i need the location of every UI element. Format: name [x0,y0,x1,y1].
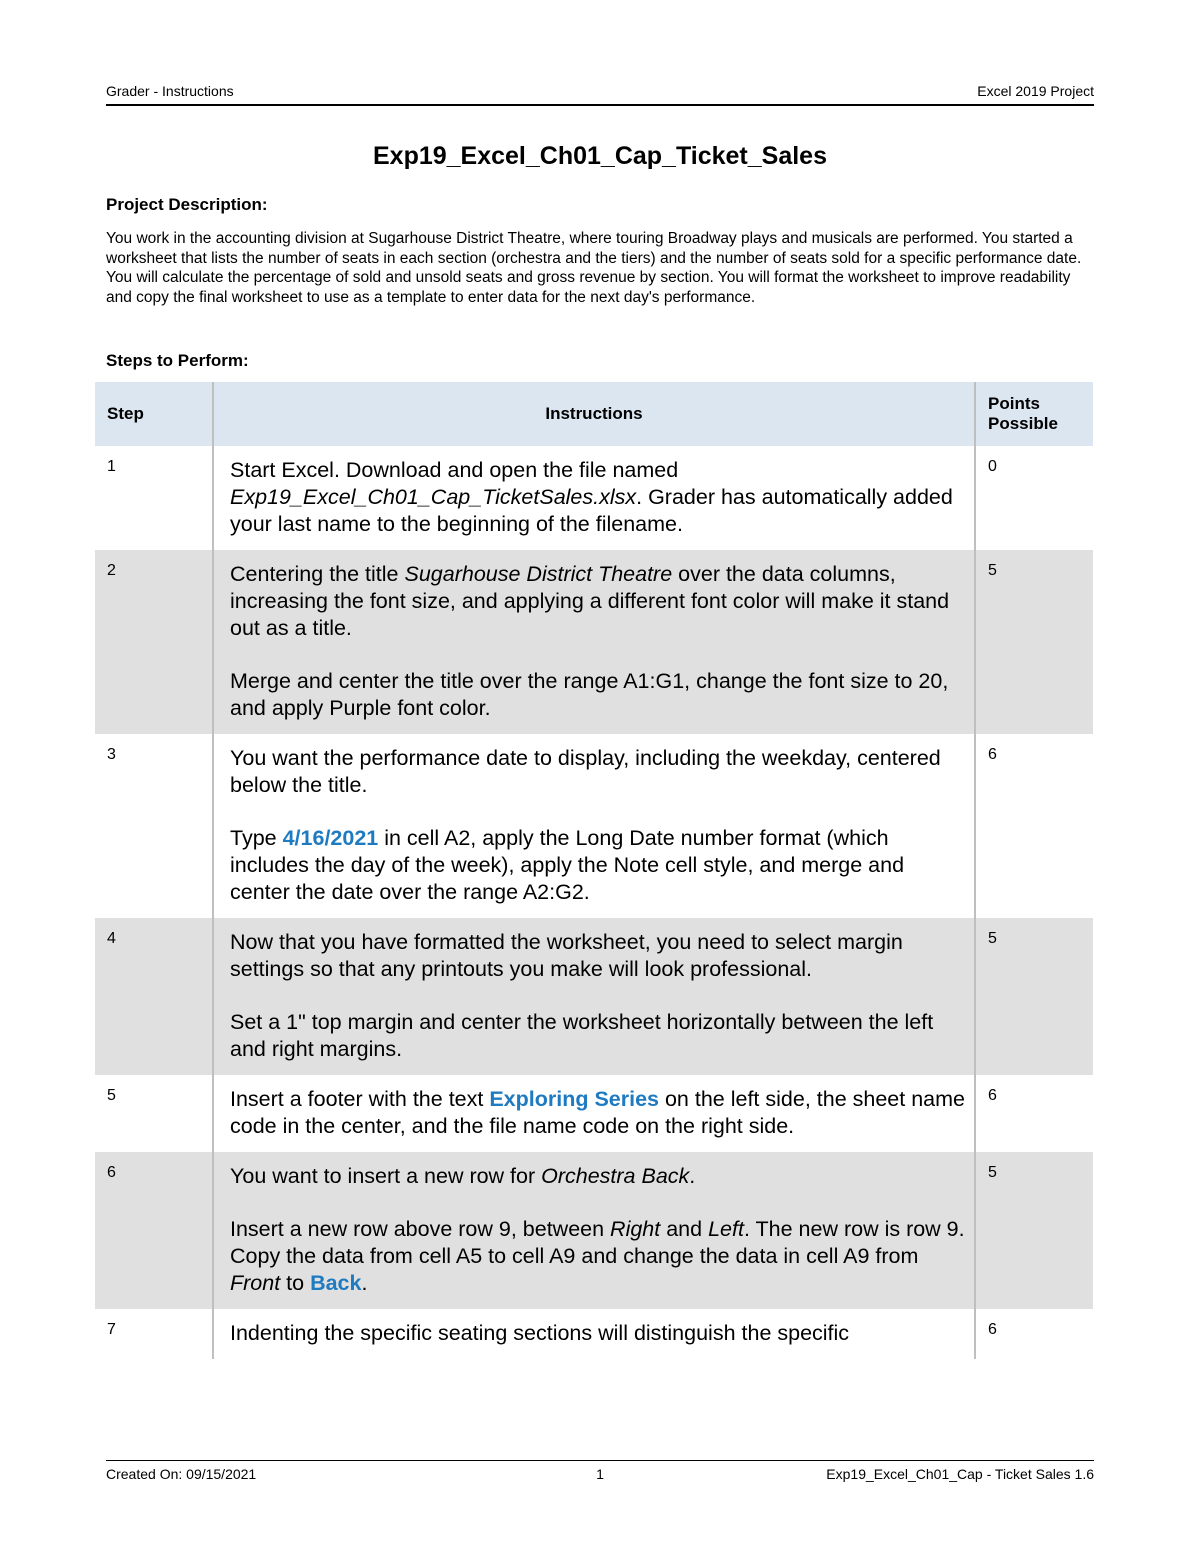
instruction-text: to [280,1271,311,1295]
instruction-text: . The new row is row 9. Copy the data from cell A5 to cell A9 and change the data in cell A9 from [230,1217,965,1268]
table-row [95,734,1093,918]
step-number: 3 [107,746,116,763]
table-row [95,1075,1093,1152]
instruction-text: Type [230,826,283,850]
instruction-text: in cell A2, apply the Long Date number format (which includes the day of the week), apply the Note cell style, and merge and center the date over the range A2:G2. [230,826,905,904]
typed-value: Back [310,1271,362,1295]
step-number: 2 [95,550,213,734]
step-points: 6 [988,1321,997,1338]
step-points: 5 [975,1152,1093,1309]
step-points: 5 [975,918,1093,1075]
page-header [106,82,1094,106]
instruction-text: . Grader has automatically added your last name to the beginning of the filename. [230,485,953,536]
header-points-line1: Points [988,394,1040,413]
table-row [95,1309,1093,1359]
step-instructions [213,1152,975,1309]
header-step: Step [95,382,213,446]
header-points-possible [975,382,1093,446]
instruction-text: on the left side, the sheet name code in the center, and the file name code on the right side. [230,1087,965,1138]
instruction-emphasis: Right [610,1217,661,1241]
step-number: 7 [107,1321,116,1338]
instruction-text: Insert a new row above row 9, between [230,1217,611,1241]
instruction-emphasis: Orchestra Back [541,1164,690,1188]
project-description-text: You work in the accounting division at Sugarhouse District Theatre, where touring Broadway plays and musicals are performed. You started a worksheet that lists the number of seats in each section (orchestra and the tiers) and the number of seats sold for a specific performance date. You will calculate the percentage of sold and unsold seats and gross revenue by section. You will format the worksheet to improve readability and copy the final worksheet to use as a template to enter data for the next day's performance. [106,230,1082,307]
step-points: 5 [975,550,1093,734]
step-number: 5 [107,1087,116,1104]
step-instructions [213,1309,975,1359]
instruction-text: Now that you have formatted the worksheet, you need to select margin settings so that any printouts you make will look professional. [230,930,903,981]
step-number: 1 [107,458,116,475]
instruction-text: . [361,1271,368,1295]
table-row [95,918,1093,1075]
footer-created-on: Created On: 09/15/2021 [106,1466,257,1482]
step-points: 0 [988,458,997,475]
instruction-filename: Exp19_Excel_Ch01_Cap_TicketSales.xlsx [230,485,637,509]
instruction-text: Centering the title [230,562,405,586]
instruction-emphasis: Left [708,1217,744,1241]
step-instructions [213,446,975,550]
table-row [95,446,1093,550]
step-instructions [213,550,975,734]
table-row [95,550,1093,734]
step-points: 6 [988,746,997,763]
instruction-text: Indenting the specific seating sections will distinguish the specific [230,1321,850,1345]
instruction-emphasis: Front [230,1271,281,1295]
instruction-text: You want to insert a new row for [230,1164,542,1188]
step-instructions [213,734,975,918]
step-number: 6 [95,1152,213,1309]
project-description-label: Project Description: [106,195,268,214]
header-left-text: Grader - Instructions [106,83,234,99]
table-row [95,1152,1093,1309]
instruction-text: Merge and center the title over the range A1:G1, change the font size to 20, and apply Purple font color. [230,669,949,720]
footer-document-id: Exp19_Excel_Ch01_Cap - Ticket Sales 1.6 [826,1466,1094,1482]
step-points: 6 [988,1087,997,1104]
instruction-text: Start Excel. Download and open the file named [230,458,679,482]
typed-value: 4/16/2021 [282,826,379,850]
instruction-text: Set a 1" top margin and center the worksheet horizontally between the left and right margins. [230,1010,934,1061]
instruction-text: Insert a footer with the text [230,1087,490,1111]
step-number: 4 [95,918,213,1075]
steps-to-perform-label: Steps to Perform: [106,351,249,370]
steps-table [95,382,1093,1359]
header-points-line2: Possible [988,414,1058,433]
instruction-text: and [660,1217,709,1241]
step-instructions [213,918,975,1075]
header-instructions: Instructions [213,382,975,446]
page-footer [106,1460,1094,1489]
table-header-row [95,382,1093,446]
document-title: Exp19_Excel_Ch01_Cap_Ticket_Sales [372,142,827,170]
instruction-emphasis: Sugarhouse District Theatre [404,562,673,586]
instruction-text: over the data columns, increasing the font size, and applying a different font color will make it stand out as a title. [230,562,950,640]
footer-page-number: 1 [596,1466,604,1482]
typed-value: Exploring Series [489,1087,659,1111]
header-right-text: Excel 2019 Project [977,83,1094,99]
step-instructions [213,1075,975,1152]
instruction-text: You want the performance date to display, including the weekday, centered below the title. [230,746,941,797]
instruction-text: . [689,1164,696,1188]
